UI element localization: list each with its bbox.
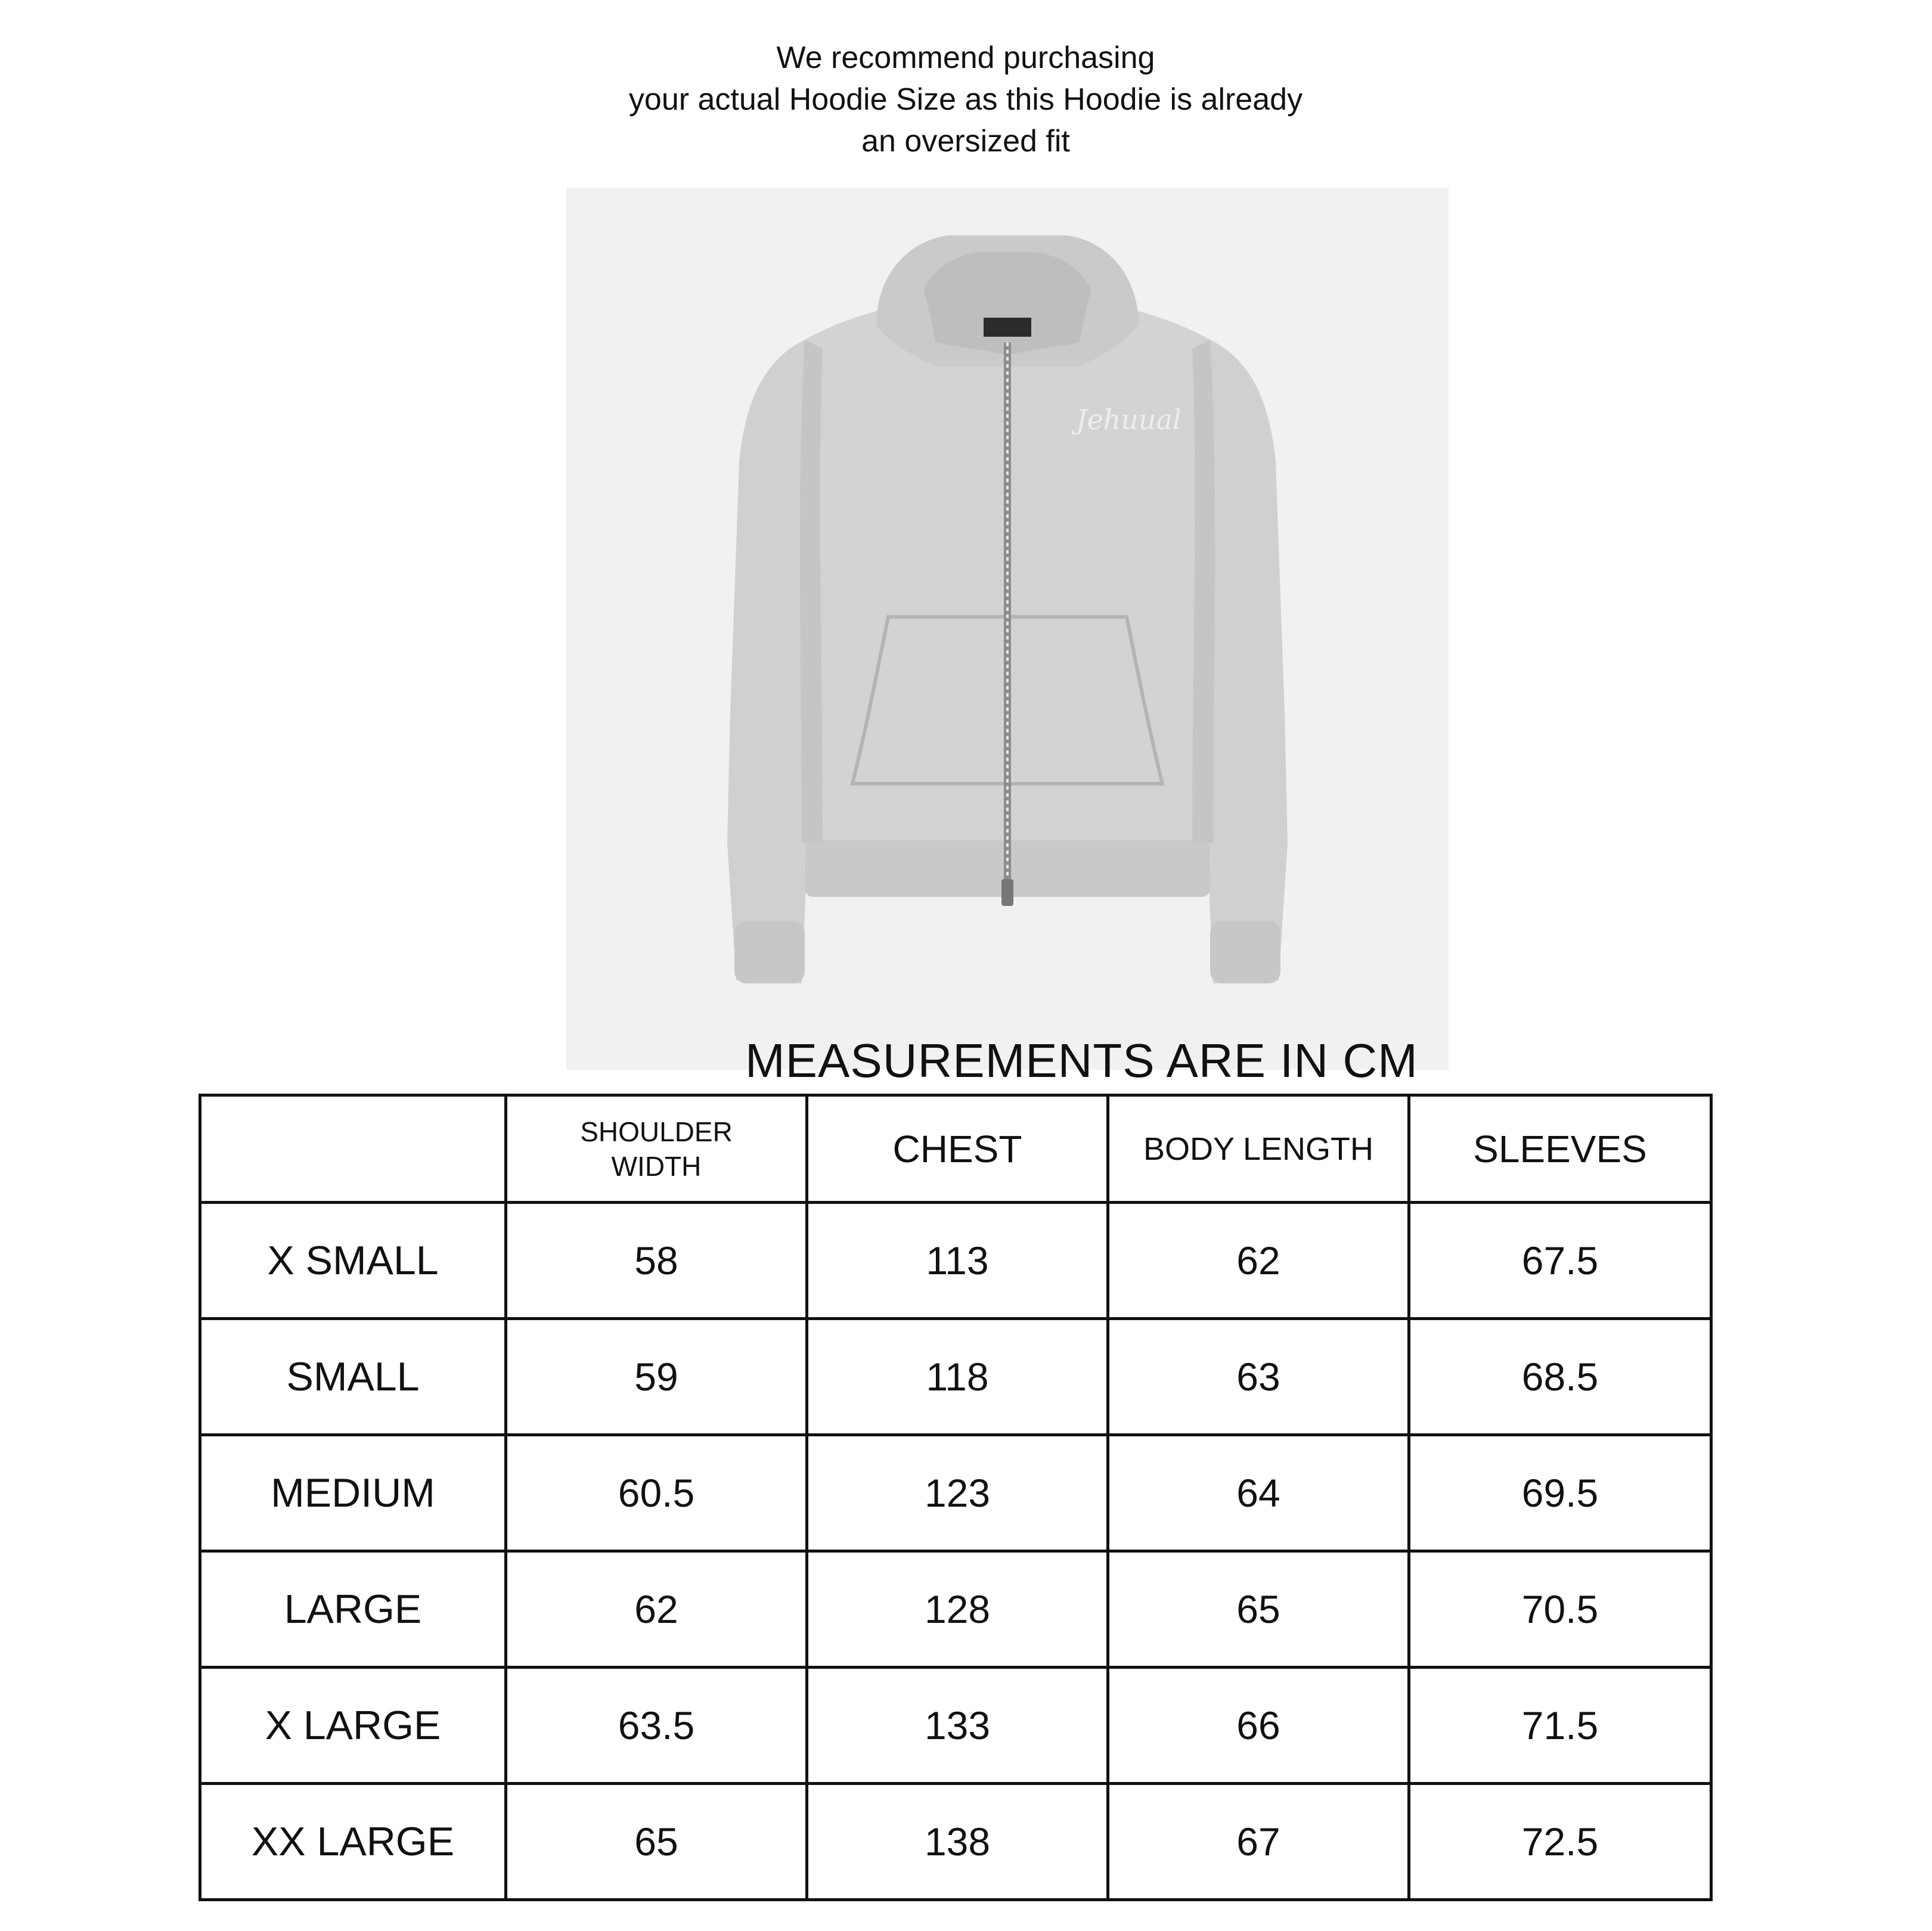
header-shoulder-line-1: SHOULDER [580, 1116, 733, 1147]
shoulder-value: 59 [506, 1319, 807, 1435]
table-row [200, 1203, 1711, 1319]
header-empty-cell [200, 1095, 506, 1203]
sleeves-value: 68.5 [1409, 1319, 1711, 1435]
chest-value: 123 [807, 1435, 1108, 1551]
body-length-value: 67 [1108, 1784, 1409, 1900]
chest-value: 113 [807, 1203, 1108, 1319]
table-row [200, 1551, 1711, 1668]
header-shoulder-width [506, 1095, 807, 1203]
size-label: XX LARGE [200, 1784, 506, 1900]
header-sleeves: SLEEVES [1409, 1095, 1711, 1203]
body-length-value: 65 [1108, 1551, 1409, 1668]
sleeves-value: 69.5 [1409, 1435, 1711, 1551]
table-row [200, 1784, 1711, 1900]
shoulder-value: 63.5 [506, 1668, 807, 1784]
size-label: SMALL [200, 1319, 506, 1435]
size-chart-table [199, 1094, 1713, 1901]
fit-recommendation-note [519, 37, 1413, 162]
note-line-3: an oversized fit [861, 124, 1070, 159]
body-length-value: 64 [1108, 1435, 1409, 1551]
sleeves-value: 67.5 [1409, 1203, 1711, 1319]
hoodie-illustration [566, 188, 1449, 1070]
shoulder-value: 60.5 [506, 1435, 807, 1551]
sleeves-value: 70.5 [1409, 1551, 1711, 1668]
chest-value: 133 [807, 1668, 1108, 1784]
hoodie-embroidery-logo: Jehuual [1076, 403, 1181, 436]
table-row [200, 1668, 1711, 1784]
measurements-heading: MEASUREMENTS ARE IN CM [745, 1034, 1418, 1087]
header-shoulder-line-2: WIDTH [611, 1150, 702, 1182]
zipper-pull-icon [1001, 879, 1013, 906]
body-length-value: 66 [1108, 1668, 1409, 1784]
size-label: X LARGE [200, 1668, 506, 1784]
shoulder-value: 62 [506, 1551, 807, 1668]
hoodie-hood-opening [924, 252, 1091, 355]
size-label: MEDIUM [200, 1435, 506, 1551]
chest-value: 138 [807, 1784, 1108, 1900]
body-length-value: 62 [1108, 1203, 1409, 1319]
shoulder-value: 58 [506, 1203, 807, 1319]
chest-value: 118 [807, 1319, 1108, 1435]
table-header-row [200, 1095, 1711, 1203]
note-line-1: We recommend purchasing [776, 41, 1155, 75]
size-label: LARGE [200, 1551, 506, 1668]
brand-label-icon [984, 318, 1031, 337]
note-line-2: your actual Hoodie Size as this Hoodie is already [628, 82, 1303, 117]
sleeves-value: 72.5 [1409, 1784, 1711, 1900]
hoodie-product-photo [566, 188, 1449, 1070]
header-body-length: BODY LENGTH [1108, 1095, 1409, 1203]
size-label: X SMALL [200, 1203, 506, 1319]
sleeves-value: 71.5 [1409, 1668, 1711, 1784]
hoodie-right-cuff [1210, 921, 1280, 983]
header-chest: CHEST [807, 1095, 1108, 1203]
chest-value: 128 [807, 1551, 1108, 1668]
body-length-value: 63 [1108, 1319, 1409, 1435]
shoulder-value: 65 [506, 1784, 807, 1900]
hoodie-left-cuff [734, 921, 805, 983]
table-row [200, 1319, 1711, 1435]
table-row [200, 1435, 1711, 1551]
